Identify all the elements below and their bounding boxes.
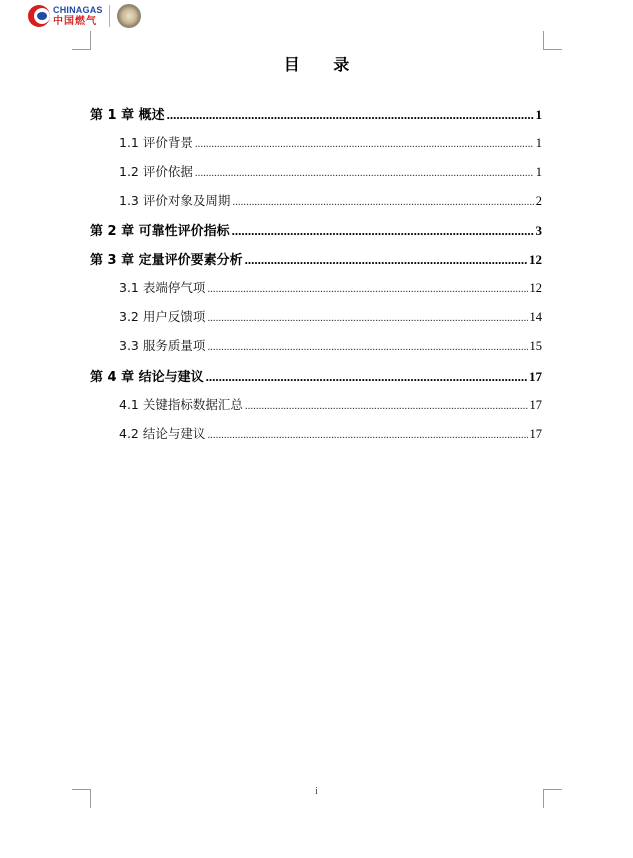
toc-chapter-entry[interactable] bbox=[90, 249, 542, 268]
toc-entry-page-number: 17 bbox=[529, 427, 542, 441]
toc-section-entry[interactable] bbox=[119, 191, 542, 209]
toc-dot-leader bbox=[207, 429, 527, 441]
toc-entry-label: 第 2 章 可靠性评价指标 bbox=[90, 224, 230, 239]
toc-section-entry[interactable] bbox=[119, 278, 542, 296]
toc-entry-page-number: 15 bbox=[529, 339, 542, 353]
toc-entry-label: 4.1 关键指标数据汇总 bbox=[119, 397, 243, 412]
toc-entry-label: 1.1 评价背景 bbox=[119, 135, 193, 150]
toc-entry-page-number: 12 bbox=[529, 252, 542, 267]
toc-chapter-entry[interactable] bbox=[90, 366, 542, 385]
toc-chapter-entry[interactable] bbox=[90, 220, 542, 239]
toc-entry-page-number: 12 bbox=[529, 281, 542, 295]
brand-cn: 中国燃气 bbox=[53, 15, 97, 27]
seal-logo-icon bbox=[117, 4, 141, 28]
toc-section-entry[interactable] bbox=[119, 133, 542, 151]
toc-entry-label: 4.2 结论与建议 bbox=[119, 426, 206, 441]
toc-dot-leader bbox=[207, 312, 527, 324]
toc-entry-label: 1.3 评价对象及周期 bbox=[119, 193, 231, 208]
chinagas-mark-icon bbox=[28, 5, 50, 27]
toc-entry-label: 3.2 用户反馈项 bbox=[119, 309, 206, 324]
chinagas-logo bbox=[28, 3, 103, 29]
toc-dot-leader bbox=[195, 167, 534, 179]
logo-divider bbox=[109, 5, 110, 27]
toc-section-entry[interactable] bbox=[119, 162, 542, 180]
toc-entry-page-number: 1 bbox=[535, 107, 542, 122]
toc-section-entry[interactable] bbox=[119, 336, 542, 354]
toc-dot-leader bbox=[232, 196, 533, 208]
toc-entry-page-number: 3 bbox=[535, 223, 542, 238]
toc-dot-leader bbox=[207, 341, 527, 353]
crop-mark-top-right bbox=[543, 31, 562, 50]
toc-section-entry[interactable] bbox=[119, 395, 542, 413]
toc-entry-page-number: 1 bbox=[535, 165, 542, 179]
toc-title: 目 录 bbox=[283, 55, 364, 74]
toc-dot-leader bbox=[195, 138, 534, 150]
footer-page-number: i bbox=[315, 786, 318, 797]
crop-mark-top-left bbox=[72, 31, 91, 50]
toc-entry-label: 第 1 章 概述 bbox=[90, 108, 165, 123]
toc-dot-leader bbox=[167, 107, 534, 123]
toc-entry-label: 3.1 表端停气项 bbox=[119, 280, 206, 295]
toc-dot-leader bbox=[232, 223, 534, 239]
toc-dot-leader bbox=[245, 252, 527, 268]
toc-entry-page-number: 2 bbox=[535, 194, 542, 208]
toc-section-entry[interactable] bbox=[119, 424, 542, 442]
toc-entry-label: 1.2 评价依据 bbox=[119, 164, 193, 179]
toc-chapter-entry[interactable] bbox=[90, 104, 542, 123]
toc-dot-leader bbox=[206, 369, 527, 385]
toc-entry-page-number: 14 bbox=[529, 310, 542, 324]
toc-dot-leader bbox=[207, 283, 527, 295]
toc-entry-page-number: 17 bbox=[529, 369, 542, 384]
toc-entry-label: 3.3 服务质量项 bbox=[119, 338, 206, 353]
header-logos bbox=[28, 3, 141, 29]
toc-entry-page-number: 1 bbox=[535, 136, 542, 150]
toc-entry-label: 第 3 章 定量评价要素分析 bbox=[90, 253, 243, 268]
chinagas-wordmark bbox=[53, 6, 103, 27]
toc-entry-label: 第 4 章 结论与建议 bbox=[90, 370, 204, 385]
toc-dot-leader bbox=[245, 400, 528, 412]
toc-section-entry[interactable] bbox=[119, 307, 542, 325]
brand-en: CHINAGAS bbox=[53, 4, 103, 15]
toc-entry-page-number: 17 bbox=[529, 398, 542, 412]
